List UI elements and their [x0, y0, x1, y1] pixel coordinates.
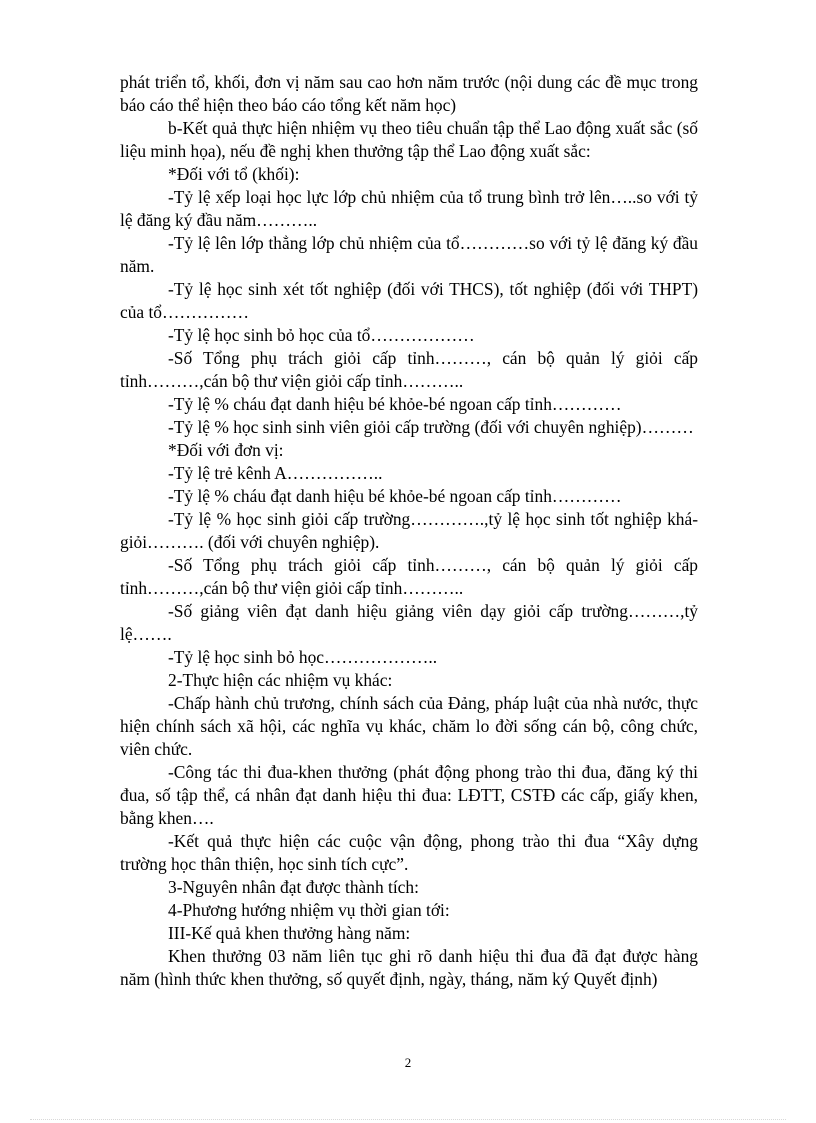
paragraph-15: -Số giảng viên đạt danh hiệu giảng viên dạy giỏi cấp trường………,tỷ lệ…….	[120, 601, 698, 644]
paragraph-1: b-Kết quả thực hiện nhiệm vụ theo tiêu chuẩn tập thể Lao động xuất sắc (số liệu minh họa), nếu đề nghị khen thưởng tập thể Lao động xuất sắc:	[120, 118, 698, 161]
paragraph-16: -Tỷ lệ học sinh bỏ học………………..	[168, 647, 438, 667]
paragraph-21: 3-Nguyên nhân đạt được thành tích:	[168, 877, 419, 897]
paragraph-24: Khen thưởng 03 năm liên tục ghi rõ danh hiệu thi đua đã đạt được hàng năm (hình thức khen thưởng, số quyết định, ngày, tháng, năm ký Quyết định)	[120, 946, 698, 989]
paragraph-19: -Công tác thi đua-khen thưởng (phát động phong trào thi đua, đăng ký thi đua, số tập thể, cá nhân đạt danh hiệu thi đua: LĐTT, CSTĐ các cấp, giấy khen, bằng khen….	[120, 762, 698, 828]
paragraph-3: -Tỷ lệ xếp loại học lực lớp chủ nhiệm của tổ trung bình trở lên…..so với tỷ lệ đăng ký đầu năm………..	[120, 187, 698, 230]
paragraph-2: *Đối với tổ (khối):	[168, 164, 300, 184]
paragraph-14: -Số Tổng phụ trách giỏi cấp tỉnh………, cán bộ quản lý giỏi cấp tỉnh………,cán bộ thư viện giỏi cấp tỉnh………..	[120, 555, 698, 598]
paragraph-10: *Đối với đơn vị:	[168, 440, 284, 460]
paragraph-5: -Tỷ lệ học sinh xét tốt nghiệp (đối với THCS), tốt nghiệp (đối với THPT) của tổ……………	[120, 279, 698, 322]
paragraph-9: -Tỷ lệ % học sinh sinh viên giỏi cấp trường (đối với chuyên nghiệp)………	[168, 417, 694, 437]
paragraph-8: -Tỷ lệ % cháu đạt danh hiệu bé khỏe-bé ngoan cấp tỉnh…………	[168, 394, 622, 414]
paragraph-22: 4-Phương hướng nhiệm vụ thời gian tới:	[168, 900, 450, 920]
paragraph-4: -Tỷ lệ lên lớp thẳng lớp chủ nhiệm của tổ…………so với tỷ lệ đăng ký đầu năm.	[120, 233, 698, 276]
paragraph-0: phát triển tổ, khối, đơn vị năm sau cao hơn năm trước (nội dung các đề mục trong báo cáo thể hiện theo báo cáo tổng kết năm học)	[120, 72, 698, 115]
paragraph-23: III-Kế quả khen thưởng hàng năm:	[168, 923, 411, 943]
paragraph-17: 2-Thực hiện các nhiệm vụ khác:	[168, 670, 393, 690]
paragraph-7: -Số Tổng phụ trách giỏi cấp tỉnh………, cán bộ quản lý giỏi cấp tỉnh………,cán bộ thư viện giỏi cấp tỉnh………..	[120, 348, 698, 391]
page-number: 2	[404, 1055, 412, 1070]
page-bottom-divider	[30, 1119, 786, 1120]
paragraph-18: -Chấp hành chủ trương, chính sách của Đảng, pháp luật của nhà nước, thực hiện chính sách xã hội, các nghĩa vụ khác, chăm lo đời sống cán bộ, công chức, viên chức.	[120, 693, 698, 759]
paragraph-13: -Tỷ lệ % học sinh giỏi cấp trường………….,tỷ lệ học sinh tốt nghiệp khá-giỏi………. (đối với chuyên nghiệp).	[120, 509, 698, 552]
paragraph-20: -Kết quả thực hiện các cuộc vận động, phong trào thi đua “Xây dựng trường học thân thiện, học sinh tích cực”.	[120, 831, 698, 874]
document-body	[120, 71, 698, 991]
paragraph-11: -Tỷ lệ trẻ kênh A……………..	[168, 463, 383, 483]
paragraph-12: -Tỷ lệ % cháu đạt danh hiệu bé khỏe-bé ngoan cấp tỉnh…………	[168, 486, 622, 506]
paragraph-6: -Tỷ lệ học sinh bỏ học của tổ………………	[168, 325, 475, 345]
